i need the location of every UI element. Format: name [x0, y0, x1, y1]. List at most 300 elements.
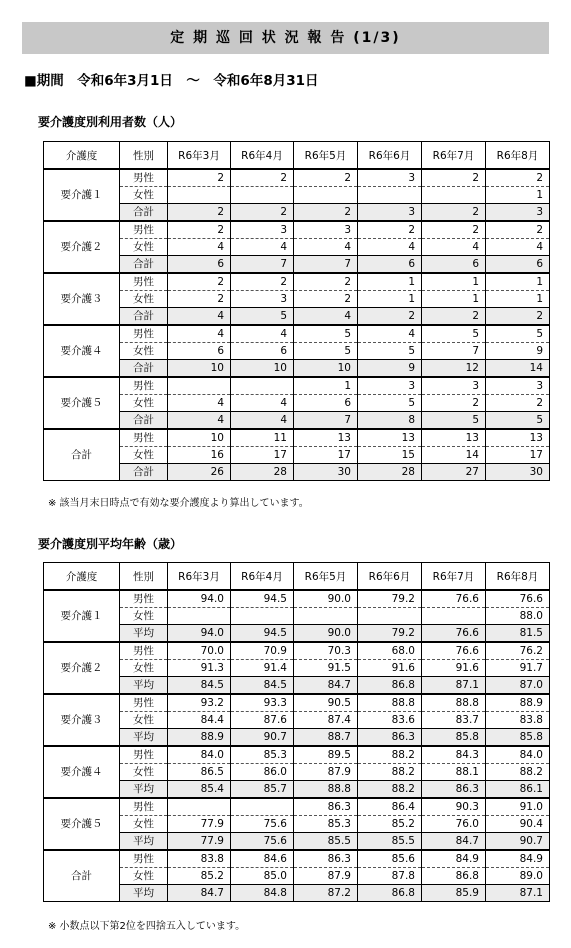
value-cell: 85.8: [486, 729, 550, 747]
value-cell: 2: [168, 169, 231, 187]
value-cell: 3: [358, 204, 422, 222]
care-level-label: 合計: [44, 429, 120, 481]
value-cell: 86.3: [358, 729, 422, 747]
sex-label: 女性: [120, 447, 168, 464]
value-cell: 5: [422, 412, 486, 430]
value-cell: 14: [422, 447, 486, 464]
value-cell: 10: [294, 360, 358, 378]
table-row: [44, 729, 550, 747]
value-cell: 76.0: [422, 816, 486, 833]
value-cell: 77.9: [168, 833, 231, 851]
value-cell: [422, 187, 486, 204]
value-cell: 10: [231, 360, 294, 378]
value-cell: 84.8: [231, 885, 294, 902]
value-cell: 86.5: [168, 764, 231, 781]
column-header: R6年5月: [294, 142, 358, 170]
value-cell: 90.7: [486, 833, 550, 851]
value-cell: 84.3: [422, 746, 486, 764]
value-cell: 4: [168, 412, 231, 430]
value-cell: 86.8: [358, 677, 422, 695]
report-period: ■期間 令和6年3月1日 ～ 令和6年8月31日: [24, 73, 319, 89]
column-header: R6年8月: [486, 563, 550, 591]
table-row: [44, 221, 550, 239]
value-cell: 1: [422, 273, 486, 291]
value-cell: 3: [358, 169, 422, 187]
value-cell: 86.1: [486, 781, 550, 799]
table-row: [44, 608, 550, 625]
care-level-label: 要介護２: [44, 221, 120, 273]
value-cell: 4: [168, 395, 231, 412]
value-cell: 91.6: [422, 660, 486, 677]
value-cell: 1: [486, 273, 550, 291]
sex-label: 男性: [120, 694, 168, 712]
sex-label: 女性: [120, 291, 168, 308]
value-cell: 94.5: [231, 590, 294, 608]
table-row: [44, 239, 550, 256]
value-cell: 93.3: [231, 694, 294, 712]
sex-label: 女性: [120, 395, 168, 412]
value-cell: 3: [486, 377, 550, 395]
sex-label: 男性: [120, 273, 168, 291]
user-count-note: ※ 該当月末日時点で有効な要介護度より算出しています。: [48, 498, 309, 509]
value-cell: 5: [358, 343, 422, 360]
value-cell: 90.7: [231, 729, 294, 747]
value-cell: 87.4: [294, 712, 358, 729]
value-cell: 5: [294, 343, 358, 360]
value-cell: 15: [358, 447, 422, 464]
value-cell: [294, 608, 358, 625]
care-level-label: 要介護３: [44, 694, 120, 746]
value-cell: 4: [231, 239, 294, 256]
value-cell: 87.2: [294, 885, 358, 902]
value-cell: 7: [422, 343, 486, 360]
value-cell: 2: [294, 169, 358, 187]
value-cell: 88.8: [294, 781, 358, 799]
sex-label: 合計: [120, 204, 168, 222]
care-level-label: 要介護５: [44, 798, 120, 850]
value-cell: 1: [422, 291, 486, 308]
value-cell: 1: [358, 291, 422, 308]
value-cell: 84.9: [486, 850, 550, 868]
value-cell: [168, 798, 231, 816]
value-cell: 84.6: [231, 850, 294, 868]
value-cell: 88.9: [168, 729, 231, 747]
value-cell: 4: [294, 308, 358, 326]
value-cell: 83.8: [486, 712, 550, 729]
value-cell: 91.3: [168, 660, 231, 677]
column-header: R6年5月: [294, 563, 358, 591]
value-cell: [294, 187, 358, 204]
value-cell: 3: [358, 377, 422, 395]
value-cell: 7: [231, 256, 294, 274]
value-cell: 70.9: [231, 642, 294, 660]
user-count-table: [43, 141, 550, 481]
care-level-label: 要介護１: [44, 590, 120, 642]
sex-label: 平均: [120, 625, 168, 643]
value-cell: 2: [294, 291, 358, 308]
value-cell: 94.0: [168, 625, 231, 643]
value-cell: 84.0: [168, 746, 231, 764]
value-cell: 86.3: [294, 798, 358, 816]
value-cell: 76.6: [422, 590, 486, 608]
table-row: [44, 169, 550, 187]
value-cell: 88.2: [358, 781, 422, 799]
column-header: R6年8月: [486, 142, 550, 170]
value-cell: 17: [231, 447, 294, 464]
value-cell: 8: [358, 412, 422, 430]
value-cell: 87.8: [358, 868, 422, 885]
table-row: [44, 256, 550, 274]
column-header: R6年7月: [422, 563, 486, 591]
value-cell: 87.1: [486, 885, 550, 902]
value-cell: 86.4: [358, 798, 422, 816]
value-cell: 94.5: [231, 625, 294, 643]
care-level-label: 合計: [44, 850, 120, 902]
report-title: 定 期 巡 回 状 況 報 告 (1/3): [22, 22, 549, 54]
value-cell: [231, 798, 294, 816]
value-cell: 88.8: [358, 694, 422, 712]
table-row: [44, 746, 550, 764]
sex-label: 女性: [120, 712, 168, 729]
sex-label: 合計: [120, 360, 168, 378]
sex-label: 女性: [120, 868, 168, 885]
value-cell: 2: [231, 204, 294, 222]
value-cell: 91.4: [231, 660, 294, 677]
table-row: [44, 868, 550, 885]
sex-label: 女性: [120, 343, 168, 360]
value-cell: 88.2: [358, 764, 422, 781]
value-cell: 3: [231, 221, 294, 239]
sex-label: 男性: [120, 642, 168, 660]
value-cell: 81.5: [486, 625, 550, 643]
section-title-average-age: 要介護度別平均年齢（歳）: [38, 537, 183, 551]
table-row: [44, 464, 550, 481]
value-cell: 87.9: [294, 764, 358, 781]
value-cell: [168, 377, 231, 395]
value-cell: 84.5: [168, 677, 231, 695]
sex-label: 男性: [120, 377, 168, 395]
value-cell: 75.6: [231, 833, 294, 851]
value-cell: 79.2: [358, 625, 422, 643]
value-cell: 85.5: [294, 833, 358, 851]
value-cell: 90.4: [486, 816, 550, 833]
column-header: 介護度: [44, 142, 120, 170]
value-cell: 6: [294, 395, 358, 412]
value-cell: [231, 187, 294, 204]
value-cell: 2: [422, 308, 486, 326]
value-cell: [168, 608, 231, 625]
table-row: [44, 694, 550, 712]
average-age-note: ※ 小数点以下第2位を四捨五入しています。: [48, 921, 246, 932]
value-cell: 7: [294, 256, 358, 274]
value-cell: 88.0: [486, 608, 550, 625]
sex-label: 女性: [120, 764, 168, 781]
value-cell: 75.6: [231, 816, 294, 833]
value-cell: 85.8: [422, 729, 486, 747]
value-cell: 11: [231, 429, 294, 447]
value-cell: [422, 608, 486, 625]
value-cell: 4: [358, 239, 422, 256]
value-cell: 90.5: [294, 694, 358, 712]
value-cell: 84.7: [422, 833, 486, 851]
value-cell: 2: [168, 273, 231, 291]
value-cell: [168, 187, 231, 204]
value-cell: 13: [358, 429, 422, 447]
value-cell: 6: [486, 256, 550, 274]
value-cell: 4: [168, 308, 231, 326]
column-header: R6年4月: [231, 142, 294, 170]
column-header: R6年3月: [168, 563, 231, 591]
value-cell: 76.6: [422, 625, 486, 643]
table-row: [44, 885, 550, 902]
value-cell: 86.8: [422, 868, 486, 885]
value-cell: 91.0: [486, 798, 550, 816]
care-level-label: 要介護５: [44, 377, 120, 429]
value-cell: 70.0: [168, 642, 231, 660]
table-row: [44, 798, 550, 816]
value-cell: 86.3: [294, 850, 358, 868]
table-row: [44, 833, 550, 851]
value-cell: 85.7: [231, 781, 294, 799]
value-cell: 1: [486, 291, 550, 308]
value-cell: 30: [294, 464, 358, 481]
table-row: [44, 625, 550, 643]
value-cell: 13: [422, 429, 486, 447]
value-cell: 2: [486, 169, 550, 187]
value-cell: 91.5: [294, 660, 358, 677]
value-cell: 5: [486, 325, 550, 343]
sex-label: 男性: [120, 429, 168, 447]
value-cell: 10: [168, 429, 231, 447]
value-cell: 94.0: [168, 590, 231, 608]
table-row: [44, 660, 550, 677]
value-cell: 77.9: [168, 816, 231, 833]
sex-label: 合計: [120, 256, 168, 274]
value-cell: 13: [294, 429, 358, 447]
table-row: [44, 677, 550, 695]
table-row: [44, 187, 550, 204]
value-cell: 85.2: [168, 868, 231, 885]
value-cell: 2: [422, 395, 486, 412]
value-cell: 6: [231, 343, 294, 360]
table-row: [44, 429, 550, 447]
value-cell: 86.0: [231, 764, 294, 781]
value-cell: 2: [422, 221, 486, 239]
value-cell: 84.7: [168, 885, 231, 902]
value-cell: 87.0: [486, 677, 550, 695]
table-row: [44, 412, 550, 430]
value-cell: 30: [486, 464, 550, 481]
value-cell: 14: [486, 360, 550, 378]
column-header: R6年4月: [231, 563, 294, 591]
value-cell: 4: [231, 325, 294, 343]
value-cell: 1: [358, 273, 422, 291]
value-cell: 86.8: [358, 885, 422, 902]
value-cell: 2: [486, 308, 550, 326]
value-cell: 6: [168, 343, 231, 360]
value-cell: 85.9: [422, 885, 486, 902]
value-cell: 5: [358, 395, 422, 412]
value-cell: 68.0: [358, 642, 422, 660]
table-header-row: [44, 563, 550, 591]
value-cell: 89.0: [486, 868, 550, 885]
table-row: [44, 273, 550, 291]
value-cell: 76.2: [486, 642, 550, 660]
table-row: [44, 308, 550, 326]
value-cell: 2: [168, 291, 231, 308]
value-cell: 2: [168, 204, 231, 222]
column-header: R6年3月: [168, 142, 231, 170]
sex-label: 女性: [120, 608, 168, 625]
value-cell: 2: [422, 204, 486, 222]
table-header-row: [44, 142, 550, 170]
table-row: [44, 781, 550, 799]
table-row: [44, 291, 550, 308]
care-level-label: 要介護３: [44, 273, 120, 325]
sex-label: 男性: [120, 798, 168, 816]
sex-label: 男性: [120, 850, 168, 868]
care-level-label: 要介護２: [44, 642, 120, 694]
section-title-user-counts: 要介護度別利用者数（人）: [38, 115, 183, 129]
value-cell: 88.2: [358, 746, 422, 764]
value-cell: 88.2: [486, 764, 550, 781]
value-cell: 1: [294, 377, 358, 395]
value-cell: 5: [486, 412, 550, 430]
value-cell: 87.6: [231, 712, 294, 729]
value-cell: 86.3: [422, 781, 486, 799]
table-row: [44, 377, 550, 395]
table-row: [44, 343, 550, 360]
value-cell: 85.5: [358, 833, 422, 851]
value-cell: 84.4: [168, 712, 231, 729]
sex-label: 平均: [120, 885, 168, 902]
value-cell: 3: [486, 204, 550, 222]
value-cell: 27: [422, 464, 486, 481]
value-cell: 85.3: [231, 746, 294, 764]
value-cell: 2: [358, 308, 422, 326]
table-row: [44, 764, 550, 781]
value-cell: 7: [294, 412, 358, 430]
value-cell: 2: [358, 221, 422, 239]
value-cell: 84.0: [486, 746, 550, 764]
sex-label: 平均: [120, 833, 168, 851]
value-cell: 5: [231, 308, 294, 326]
value-cell: [358, 608, 422, 625]
value-cell: 85.2: [358, 816, 422, 833]
value-cell: 91.7: [486, 660, 550, 677]
value-cell: 13: [486, 429, 550, 447]
value-cell: 2: [231, 169, 294, 187]
column-header: R6年6月: [358, 142, 422, 170]
sex-label: 平均: [120, 729, 168, 747]
value-cell: 6: [358, 256, 422, 274]
value-cell: 88.1: [422, 764, 486, 781]
care-level-label: 要介護４: [44, 746, 120, 798]
sex-label: 女性: [120, 816, 168, 833]
value-cell: 2: [294, 273, 358, 291]
value-cell: 85.0: [231, 868, 294, 885]
value-cell: 90.0: [294, 590, 358, 608]
value-cell: 83.8: [168, 850, 231, 868]
value-cell: 70.3: [294, 642, 358, 660]
value-cell: 90.3: [422, 798, 486, 816]
column-header: 性別: [120, 142, 168, 170]
value-cell: 12: [422, 360, 486, 378]
table-row: [44, 850, 550, 868]
table-row: [44, 816, 550, 833]
sex-label: 合計: [120, 464, 168, 481]
value-cell: 79.2: [358, 590, 422, 608]
value-cell: 17: [486, 447, 550, 464]
value-cell: 10: [168, 360, 231, 378]
value-cell: 28: [231, 464, 294, 481]
value-cell: 91.6: [358, 660, 422, 677]
sex-label: 女性: [120, 187, 168, 204]
column-header: 介護度: [44, 563, 120, 591]
value-cell: 76.6: [422, 642, 486, 660]
value-cell: 2: [486, 395, 550, 412]
value-cell: 2: [231, 273, 294, 291]
column-header: R6年6月: [358, 563, 422, 591]
value-cell: 87.1: [422, 677, 486, 695]
sex-label: 平均: [120, 677, 168, 695]
value-cell: 4: [168, 325, 231, 343]
value-cell: 93.2: [168, 694, 231, 712]
value-cell: 4: [231, 395, 294, 412]
value-cell: 16: [168, 447, 231, 464]
value-cell: 6: [422, 256, 486, 274]
value-cell: [231, 377, 294, 395]
value-cell: 5: [422, 325, 486, 343]
table-row: [44, 712, 550, 729]
sex-label: 男性: [120, 325, 168, 343]
value-cell: 4: [294, 239, 358, 256]
value-cell: 89.5: [294, 746, 358, 764]
value-cell: 4: [231, 412, 294, 430]
value-cell: 85.4: [168, 781, 231, 799]
table-row: [44, 204, 550, 222]
value-cell: 5: [294, 325, 358, 343]
value-cell: 9: [486, 343, 550, 360]
value-cell: 3: [294, 221, 358, 239]
value-cell: 84.9: [422, 850, 486, 868]
value-cell: 26: [168, 464, 231, 481]
value-cell: 84.7: [294, 677, 358, 695]
care-level-label: 要介護１: [44, 169, 120, 221]
value-cell: 76.6: [486, 590, 550, 608]
value-cell: 3: [231, 291, 294, 308]
care-level-label: 要介護４: [44, 325, 120, 377]
column-header: 性別: [120, 563, 168, 591]
sex-label: 男性: [120, 590, 168, 608]
sex-label: 男性: [120, 221, 168, 239]
value-cell: 85.3: [294, 816, 358, 833]
value-cell: 4: [358, 325, 422, 343]
value-cell: 88.8: [422, 694, 486, 712]
value-cell: 2: [486, 221, 550, 239]
sex-label: 合計: [120, 412, 168, 430]
value-cell: 3: [422, 377, 486, 395]
sex-label: 男性: [120, 169, 168, 187]
value-cell: 83.7: [422, 712, 486, 729]
value-cell: 2: [422, 169, 486, 187]
sex-label: 男性: [120, 746, 168, 764]
value-cell: [358, 187, 422, 204]
value-cell: 4: [168, 239, 231, 256]
value-cell: 88.9: [486, 694, 550, 712]
value-cell: 28: [358, 464, 422, 481]
value-cell: 83.6: [358, 712, 422, 729]
